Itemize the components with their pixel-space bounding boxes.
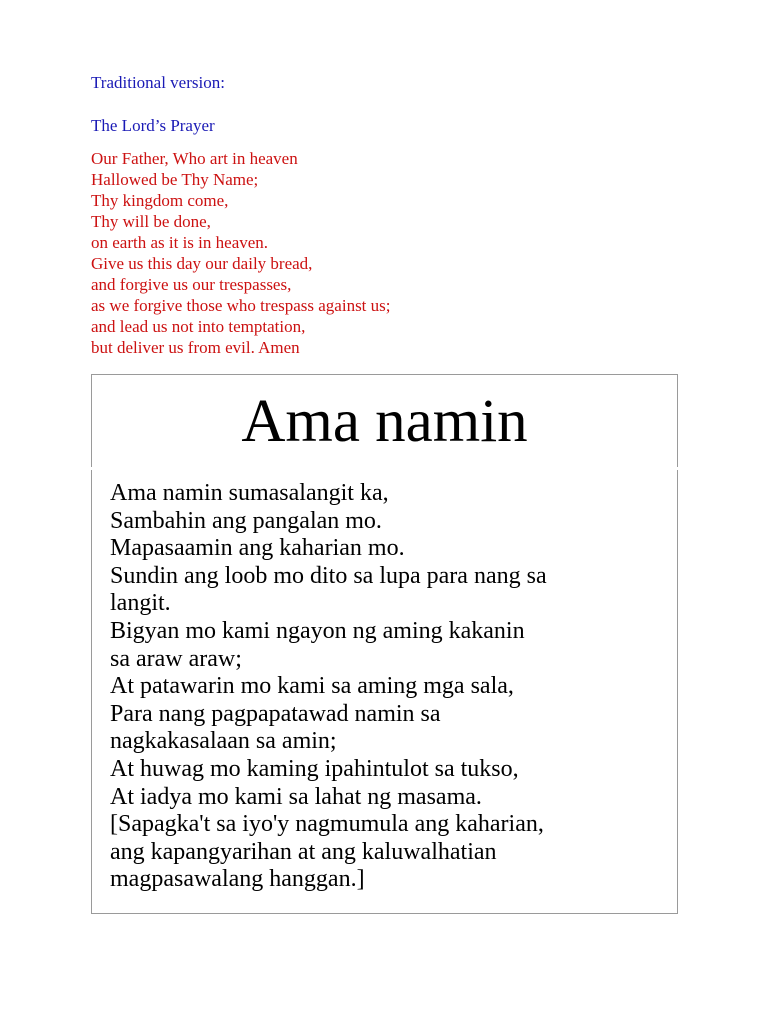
tagalog-prayer-line: At iadya mo kami sa lahat ng masama. [110,783,482,810]
tagalog-prayer-line: sa araw araw; [110,645,242,672]
tagalog-prayer-line: ang kapangyarihan at ang kaluwalhatian [110,838,497,865]
english-prayer-line: Give us this day our daily bread, [91,254,313,273]
english-prayer-line: as we forgive those who trespass against us; [91,296,391,315]
tagalog-title-box [91,374,678,466]
english-prayer-text [91,148,391,358]
tagalog-prayer-line: Mapasaamin ang kaharian mo. [110,535,405,562]
english-prayer-line: Our Father, Who art in heaven [91,149,298,168]
tagalog-prayer-line: langit. [110,590,171,617]
tagalog-prayer-line: [Sapagka't sa iyo'y nagmumula ang kaharian, [110,811,544,838]
tagalog-prayer-line: At huwag mo kaming ipahintulot sa tukso, [110,755,519,782]
tagalog-prayer-box [91,478,678,914]
tagalog-prayer-line: nagkakasalaan sa amin; [110,728,337,755]
tagalog-prayer-line: Para nang pagpapatawad namin sa [110,700,441,727]
tagalog-prayer-line: Sundin ang loob mo dito sa lupa para nang sa [110,562,547,589]
english-prayer-line: Thy will be done, [91,212,211,231]
english-prayer-line: Hallowed be Thy Name; [91,170,259,189]
tagalog-prayer-line: Sambahin ang pangalan mo. [110,507,382,534]
english-prayer-line: Thy kingdom come, [91,191,229,210]
tagalog-prayer-line: At patawarin mo kami sa aming mga sala, [110,673,514,700]
version-label: Traditional version: [91,73,225,92]
tagalog-prayer-line: Bigyan mo kami ngayon ng aming kakanin [110,617,525,644]
english-prayer-line: on earth as it is in heaven. [91,233,269,252]
tagalog-prayer-line: Ama namin sumasalangit ka, [110,480,389,506]
tagalog-title: Ama namin [241,388,528,455]
english-prayer-line: and lead us not into temptation, [91,317,306,336]
tagalog-prayer-text [110,480,662,894]
tagalog-prayer-line: magpasawalang hanggan.] [110,866,365,893]
prayer-title: The Lord’s Prayer [91,116,215,135]
english-prayer-line: and forgive us our trespasses, [91,275,292,294]
english-prayer-line: but deliver us from evil. Amen [91,338,300,357]
